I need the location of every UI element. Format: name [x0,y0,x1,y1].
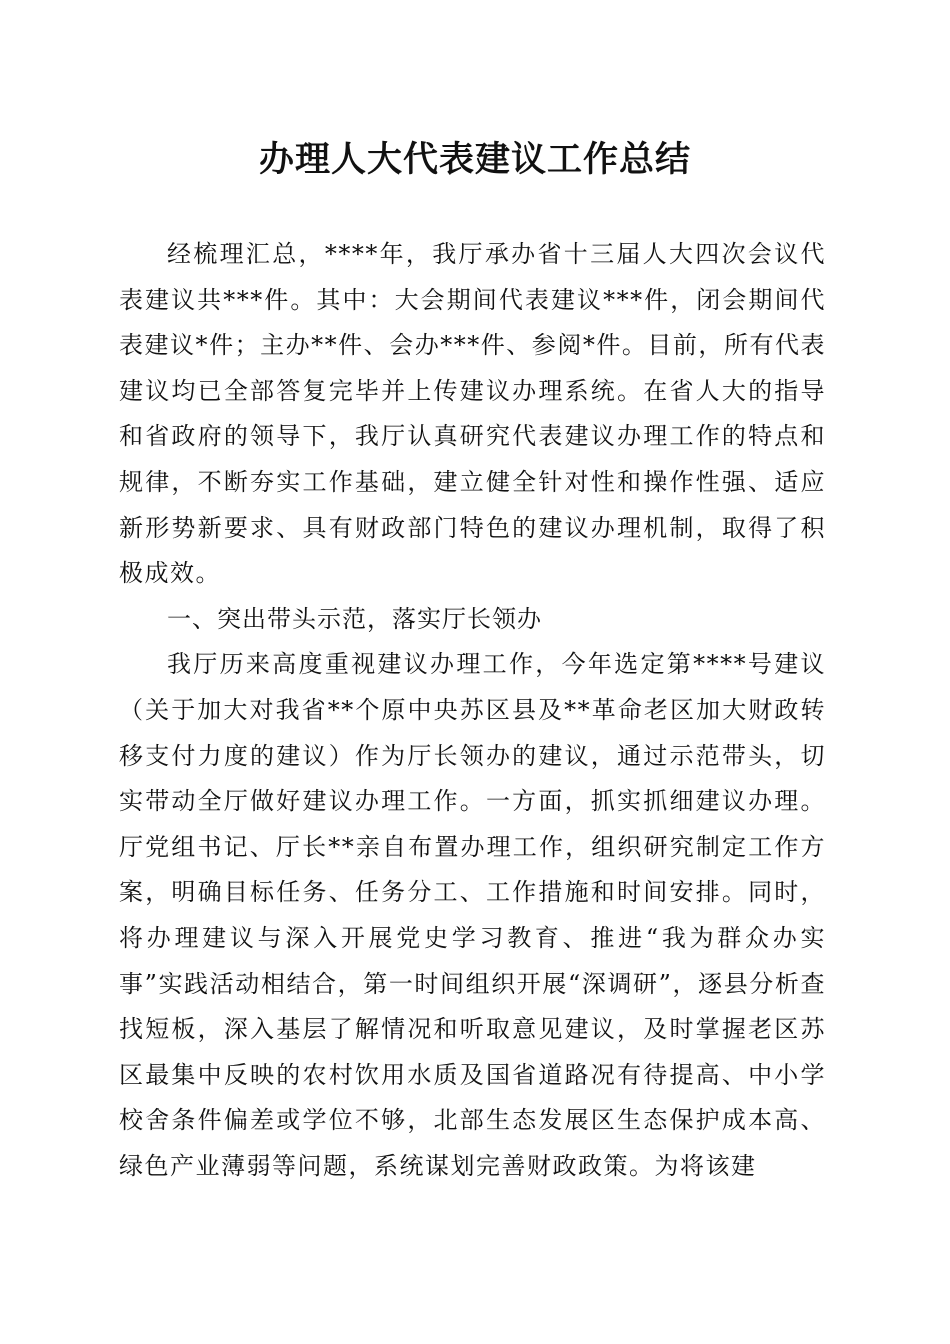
section-1-paragraph: 我厅历来高度重视建议办理工作，今年选定第****号建议（关于加大对我省**个原中央苏区县及**革命老区加大财政转移支付力度的建议）作为厅长领办的建议，通过示范带头，切实带动全厅做好建议办理工作。一方面，抓实抓细建议办理。厅党组书记、厅长**亲自布置办理工作，组织研究制定工作方案，明确目标任务、任务分工、工作措施和时间安排。同时，将办理建议与深入开展党史学习教育、推进“我为群众办实事”实践活动相结合，第一时间组织开展“深调研”，逐县分析查找短板，深入基层了解情况和听取意见建议，及时掌握老区苏区最集中反映的农村饮用水质及国省道路况有待提高、中小学校舍条件偏差或学位不够，北部生态发展区生态保护成本高、绿色产业薄弱等问题，系统谋划完善财政政策。为将该建 [119,650,826,1180]
document-title: 办理人大代表建议工作总结 [258,139,691,180]
section-heading-1: 一、突出带头示范，落实厅长领办 [167,604,542,633]
document-body [119,232,826,1189]
intro-paragraph: 经梳理汇总，****年，我厅承办省十三届人大四次会议代表建议共***件。其中：大会期间代表建议***件，闭会期间代表建议*件；主办**件、会办***件、参阅*件。目前，所有代表建议均已全部答复完毕并上传建议办理系统。在省人大的指导和省政府的领导下，我厅认真研究代表建议办理工作的特点和规律，不断夯实工作基础，建立健全针对性和操作性强、适应新形势新要求、具有财政部门特色的建议办理机制，取得了积极成效。 [119,240,826,588]
